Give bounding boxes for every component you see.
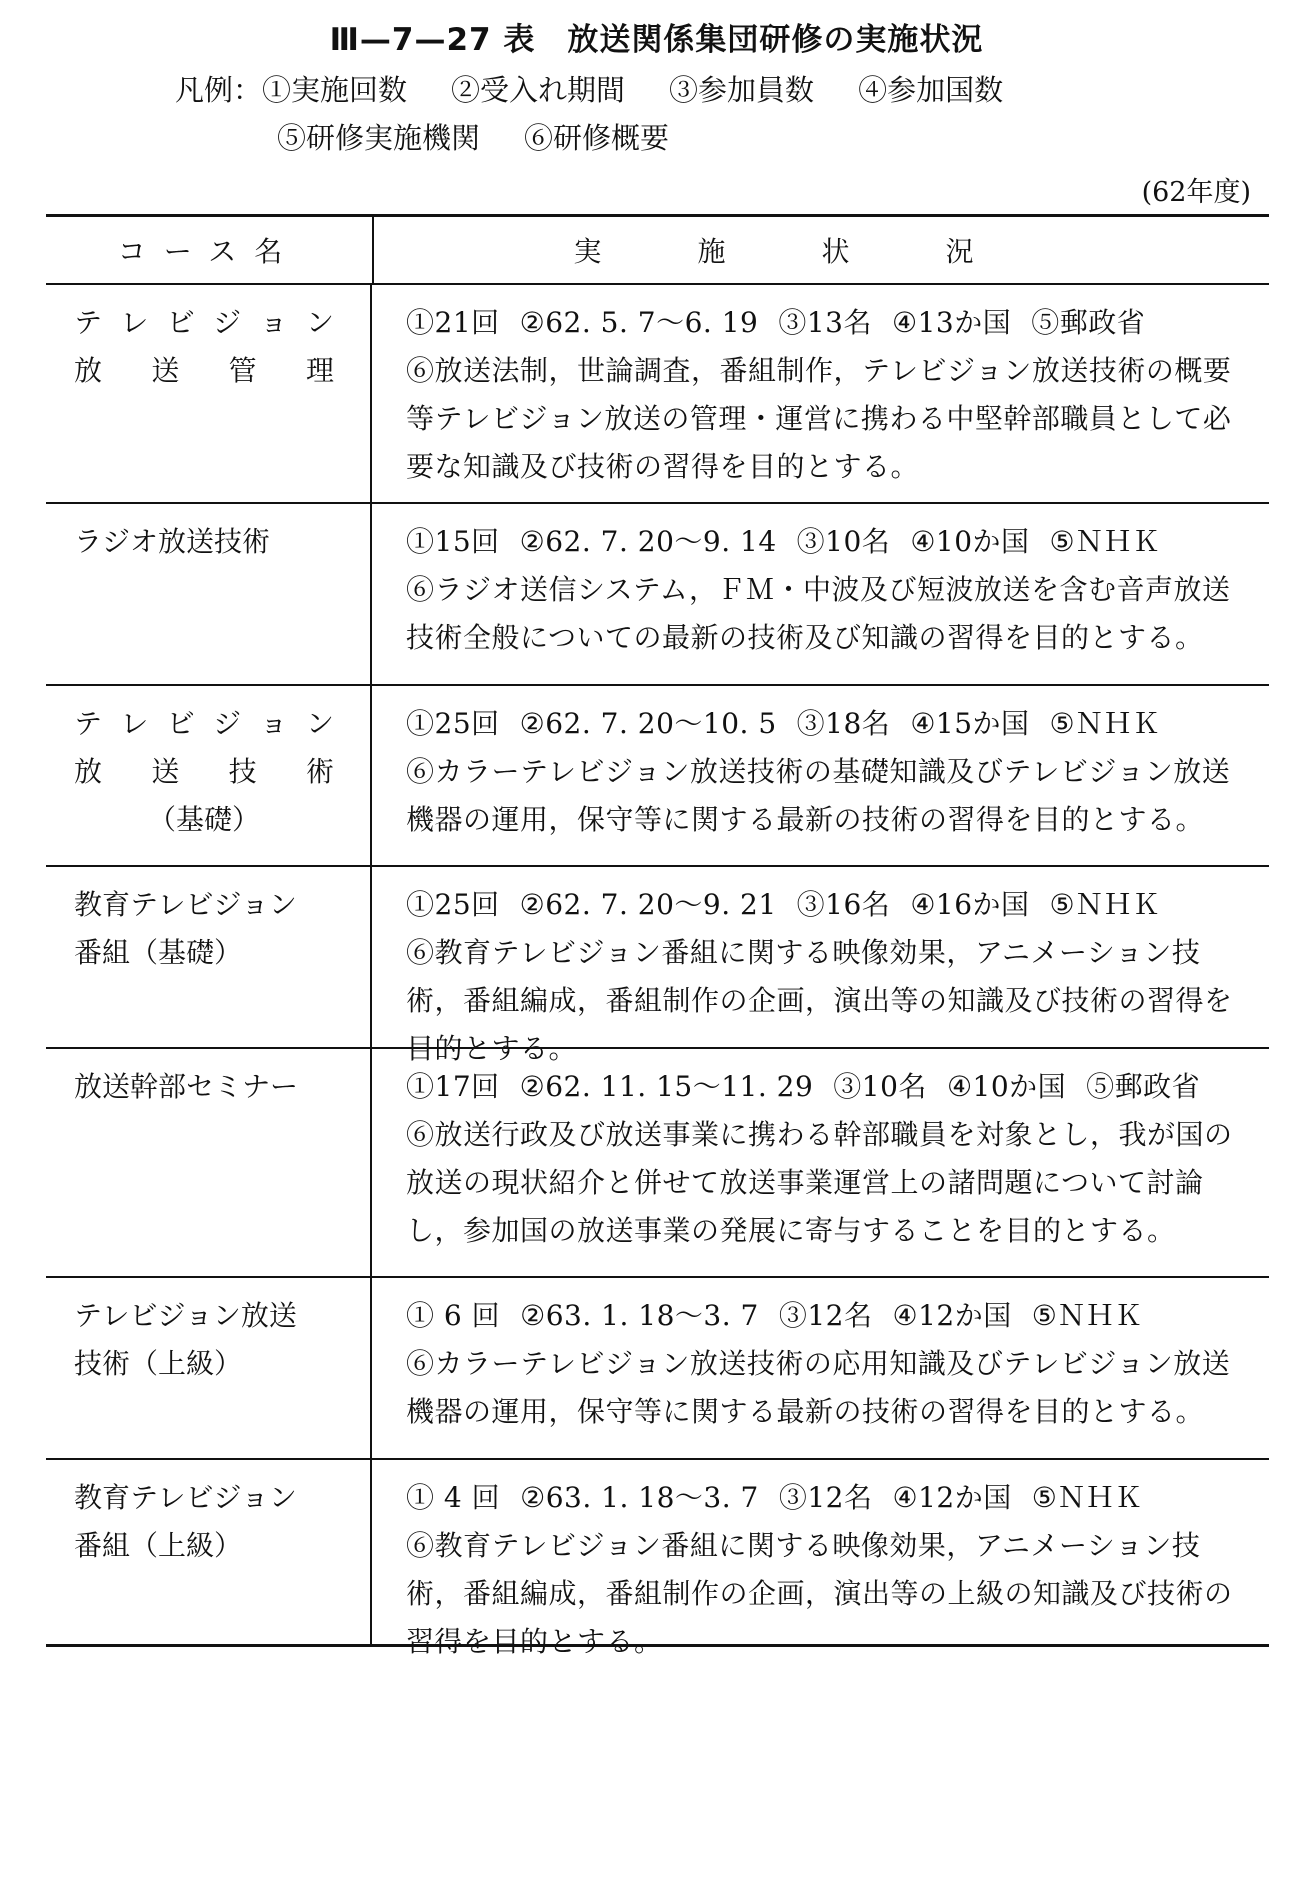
course-summary: ⑥カラーテレビジョン放送技術の応用知識及びテレビジョン放送機器の運用，保守等に関する最新の技術の習得を目的とする。 (406, 1347, 1231, 1428)
course-stats: ①25回 ②62. 7. 20〜10. 5 ③18名 ④15か国 ⑤ＮＨＫ (406, 707, 1161, 740)
course-name-line: 教育テレビジョン (74, 888, 297, 921)
course-details (372, 1460, 1269, 1658)
course-name (46, 1460, 372, 1644)
table-row (46, 504, 1269, 686)
course-summary: ⑥カラーテレビジョン放送技術の基礎知識及びテレビジョン放送機器の運用，保守等に関する最新の技術の習得を目的とする。 (406, 755, 1231, 836)
course-name-line: テ レ ビ ジ ョ ン (74, 306, 334, 339)
course-details (372, 1049, 1269, 1276)
table-row (46, 686, 1269, 867)
course-name (46, 285, 372, 502)
course-stats: ①21回 ②62. 5. 7〜6. 19 ③13名 ④13か国 ⑤郵政省 (406, 306, 1146, 339)
course-details (372, 1278, 1269, 1458)
course-name-line: 教育テレビジョン (74, 1481, 297, 1514)
legend-item: ③参加員数 (669, 73, 815, 107)
course-stats: ① 4 回 ②63. 1. 18〜3. 7 ③12名 ④12か国 ⑤ＮＨＫ (406, 1481, 1143, 1514)
training-table (46, 214, 1269, 1658)
table-row (46, 285, 1269, 504)
course-stats: ①25回 ②62. 7. 20〜9. 21 ③16名 ④16か国 ⑤ＮＨＫ (406, 888, 1161, 921)
course-stats: ① 6 回 ②63. 1. 18〜3. 7 ③12名 ④12か国 ⑤ＮＨＫ (406, 1299, 1143, 1332)
course-name (46, 1278, 372, 1458)
course-summary: ⑥放送法制，世論調査，番組制作，テレビジョン放送技術の概要等テレビジョン放送の管理・運営に携わる中堅幹部職員として必要な知識及び技術の習得を目的とする。 (406, 354, 1232, 483)
fiscal-year: (62年度) (1141, 177, 1251, 208)
legend-item: ②受入れ期間 (451, 73, 626, 107)
course-name (46, 1049, 372, 1276)
course-details (372, 504, 1269, 684)
legend-line-1 (175, 68, 1047, 109)
header-course: コース名 (46, 217, 374, 283)
course-name (46, 686, 372, 865)
table-row (46, 1460, 1269, 1658)
course-name (46, 867, 372, 1047)
course-name-line: 放送幹部セミナー (74, 1070, 299, 1103)
course-details (372, 285, 1269, 502)
course-stats: ①17回 ②62. 11. 15〜11. 29 ③10名 ④10か国 ⑤郵政省 (406, 1070, 1201, 1103)
course-details (372, 867, 1269, 1065)
page-title: Ⅲ—7—27 表 放送関係集団研修の実施状況 (329, 22, 984, 58)
course-summary: ⑥放送行政及び放送事業に携わる幹部職員を対象とし，我が国の放送の現状紹介と併せて放送事業運営上の諸問題について討論し，参加国の放送事業の発展に寄与することを目的とする。 (406, 1118, 1233, 1247)
course-stats: ①15回 ②62. 7. 20〜9. 14 ③10名 ④10か国 ⑤ＮＨＫ (406, 525, 1161, 558)
course-summary: ⑥ラジオ送信システム，ＦＭ・中波及び短波放送を含む音声放送技術全般についての最新の技術及び知識の習得を目的とする。 (406, 573, 1231, 654)
course-name-line: 技術（上級） (74, 1347, 243, 1380)
course-name-line: ラジオ放送技術 (74, 525, 271, 558)
course-name-line: 番組（基礎） (74, 936, 243, 969)
course-name-line: テレビジョン放送 (74, 1299, 297, 1332)
table-row (46, 867, 1269, 1065)
table-row (46, 1278, 1269, 1460)
legend-item: ④参加国数 (858, 73, 1004, 107)
legend-item: ⑥研修概要 (524, 121, 670, 155)
course-name-line: 放 送 管 理 (74, 354, 334, 387)
legend-label: 凡例： (175, 73, 263, 107)
course-name-line: テ レ ビ ジ ョ ン (74, 707, 334, 740)
course-name-line: （基礎） (147, 803, 260, 836)
legend-item: ①実施回数 (262, 73, 408, 107)
course-details (372, 686, 1269, 865)
course-name-line: 放 送 技 術 (74, 755, 334, 788)
course-summary: ⑥教育テレビジョン番組に関する映像効果，アニメーション技術，番組編成，番組制作の企画，演出等の上級の知識及び技術の習得を目的とする。 (406, 1529, 1233, 1658)
legend-item: ⑤研修実施機関 (277, 121, 481, 155)
legend-line-2 (277, 116, 713, 157)
table-header (46, 217, 1269, 285)
course-name (46, 504, 372, 684)
header-status: 実施状況 (573, 235, 1070, 268)
course-summary: ⑥教育テレビジョン番組に関する映像効果，アニメーション技術，番組編成，番組制作の企画，演出等の知識及び技術の習得を目的とする。 (406, 936, 1233, 1065)
table-row (46, 1049, 1269, 1278)
course-name-line: 番組（上級） (74, 1529, 243, 1562)
